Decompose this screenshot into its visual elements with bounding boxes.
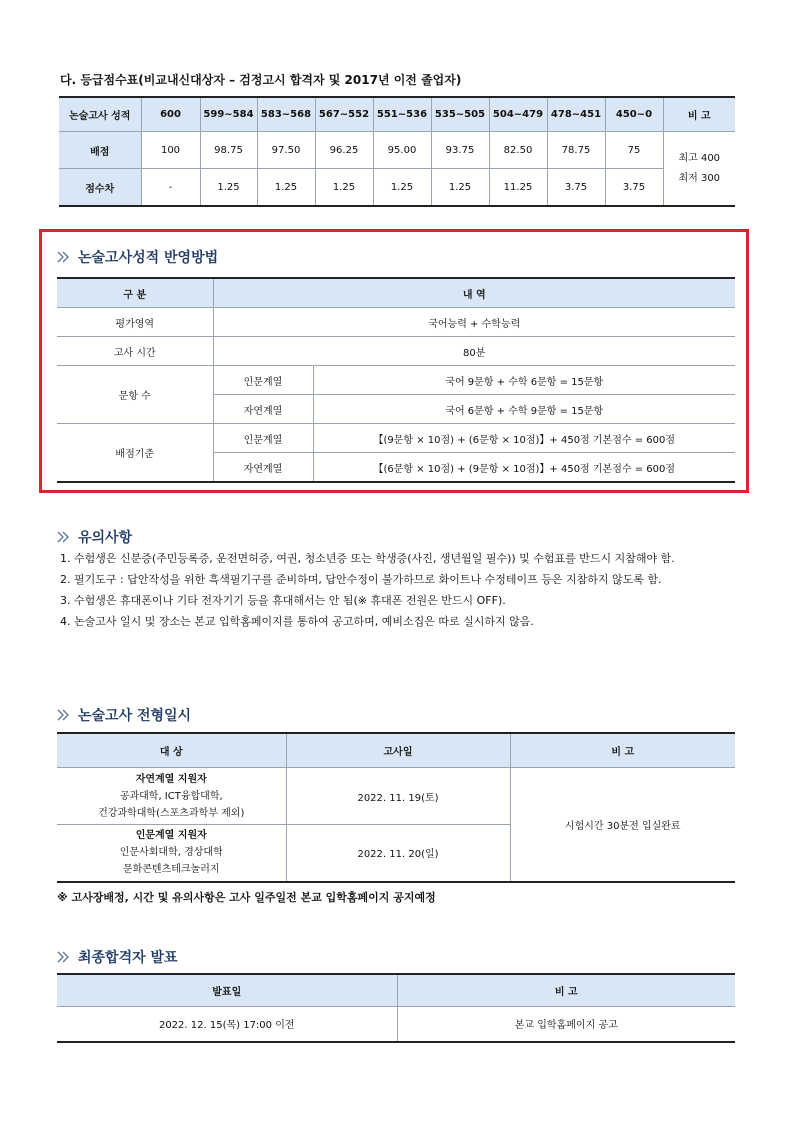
track-value: 국어 6문항 + 수학 9문항 = 15문항 — [313, 395, 735, 424]
schedule-section-title: 논술고사 전형일시 — [78, 708, 192, 724]
score-note-cell — [663, 132, 735, 207]
score-cell: 11.25 — [489, 169, 547, 207]
score-cell: 1.25 — [315, 169, 373, 207]
score-cell: 1.25 — [200, 169, 257, 207]
list-item — [60, 548, 750, 569]
score-header-cell: 567~552 — [315, 97, 373, 132]
score-note-min: 최저 300 — [678, 172, 721, 184]
method-header-content: 내 역 — [213, 278, 735, 308]
notes-list — [60, 548, 750, 632]
schedule-footnote: ※ 고사장배정, 시간 및 유의사항은 고사 일주일전 본교 입학홈페이지 공지예정 — [57, 891, 436, 904]
score-row-points — [59, 132, 735, 169]
list-item — [60, 590, 750, 611]
list-item — [60, 611, 750, 632]
track-label: 인문계열 — [213, 366, 313, 395]
score-header-cell: 535~505 — [431, 97, 489, 132]
list-item-text: 수험생은 신분증(주민등록증, 운전면허증, 여권, 청소년증 또는 학생증(사진, 생년월일 필수)) 및 수험표를 반드시 지참해야 함. — [74, 552, 675, 565]
method-time-value: 80분 — [213, 337, 735, 366]
method-header-row — [57, 278, 735, 308]
method-area-label: 평가영역 — [57, 308, 213, 337]
schedule-header-note: 비 고 — [510, 733, 735, 768]
score-header-row — [59, 97, 735, 132]
score-cell: 1.25 — [257, 169, 315, 207]
score-cell: 1.25 — [373, 169, 431, 207]
schedule-date-cell: 2022. 11. 20(일) — [286, 825, 510, 882]
score-cell: 3.75 — [547, 169, 605, 207]
score-cell: 78.75 — [547, 132, 605, 169]
group-line: 문화콘텐츠테크놀러지 — [122, 864, 220, 876]
score-cell: - — [141, 169, 200, 207]
method-row-area — [57, 308, 735, 337]
schedule-header-row — [57, 733, 735, 768]
schedule-target-cell — [57, 825, 286, 882]
score-cell: 100 — [141, 132, 200, 169]
final-table — [57, 973, 735, 1043]
group-line: 건강과학대학(스포츠과학부 제외) — [98, 807, 245, 819]
score-cell: 75 — [605, 132, 663, 169]
schedule-row-science — [57, 768, 735, 825]
score-header-cell: 600 — [141, 97, 200, 132]
list-item-text: 논술고사 일시 및 장소는 본교 입학홈페이지를 통하여 공고하며, 예비소집은 따로 실시하지 않음. — [74, 615, 534, 628]
track-value: 국어 9문항 + 수학 6문항 = 15문항 — [313, 366, 735, 395]
method-header-category: 구 분 — [57, 278, 213, 308]
schedule-date-cell: 2022. 11. 19(토) — [286, 768, 510, 825]
method-table — [57, 277, 735, 483]
method-section-title: 논술고사성적 반영방법 — [78, 250, 219, 266]
list-item-number: 1. — [60, 552, 71, 565]
list-item-number: 3. — [60, 594, 71, 607]
score-header-cell: 583~568 — [257, 97, 315, 132]
schedule-header-target: 대 상 — [57, 733, 286, 768]
final-row — [57, 1007, 735, 1042]
list-item-text: 수험생은 휴대폰이나 기타 전자기기 등을 휴대해서는 안 됨(※ 휴대폰 전원은 반드시 OFF). — [74, 594, 506, 607]
score-header-cell: 478~451 — [547, 97, 605, 132]
double-chevron-icon — [57, 709, 72, 721]
list-item-text: 필기도구 : 답안작성을 위한 흑색필기구를 준비하며, 답안수정이 불가하므로 화이트나 수정테이프 등은 지참하지 않도록 함. — [74, 573, 662, 586]
final-header-row — [57, 974, 735, 1007]
score-header-cell: 504~479 — [489, 97, 547, 132]
track-value: 【(6문항 × 10점) + (9문항 × 10점)】+ 450점 기본점수 = 600점 — [313, 453, 735, 483]
score-note-max: 최고 400 — [678, 152, 721, 164]
score-table — [59, 96, 735, 207]
track-label: 인문계열 — [213, 424, 313, 453]
schedule-table — [57, 732, 735, 883]
double-chevron-icon — [57, 951, 72, 963]
list-item-number: 4. — [60, 615, 71, 628]
method-row-count-humanities — [57, 366, 735, 395]
schedule-target-cell — [57, 768, 286, 825]
method-row-time — [57, 337, 735, 366]
score-section-title: 다. 등급점수표(비교내신대상자 – 검정고시 합격자 및 2017년 이전 졸업자) — [60, 73, 462, 87]
notes-section-heading — [57, 527, 132, 547]
score-cell: 95.00 — [373, 132, 431, 169]
final-section-heading — [57, 947, 178, 967]
method-time-label: 고사 시간 — [57, 337, 213, 366]
row-label: 점수차 — [59, 169, 141, 207]
final-note-cell: 본교 입학홈페이지 공고 — [397, 1007, 735, 1042]
list-item-number: 2. — [60, 573, 71, 586]
score-header-cell: 599~584 — [200, 97, 257, 132]
score-header-cell: 551~536 — [373, 97, 431, 132]
score-row-diff — [59, 169, 735, 207]
method-scoring-label: 배점기준 — [57, 424, 213, 483]
final-header-date: 발표일 — [57, 974, 397, 1007]
group-line: 공과대학, ICT융합대학, — [119, 790, 223, 802]
score-header-cell: 450~0 — [605, 97, 663, 132]
track-label: 자연계열 — [213, 453, 313, 483]
score-header-cell: 비 고 — [663, 97, 735, 132]
score-cell: 96.25 — [315, 132, 373, 169]
method-section-heading — [57, 247, 218, 267]
row-label: 배점 — [59, 132, 141, 169]
score-cell: 1.25 — [431, 169, 489, 207]
method-row-scoring-humanities — [57, 424, 735, 453]
method-area-value: 국어능력 + 수학능력 — [213, 308, 735, 337]
group-name: 인문계열 지원자 — [135, 830, 207, 842]
final-section-title: 최종합격자 발표 — [78, 950, 178, 966]
score-cell: 97.50 — [257, 132, 315, 169]
method-count-label: 문항 수 — [57, 366, 213, 424]
final-date-cell: 2022. 12. 15(목) 17:00 이전 — [57, 1007, 397, 1042]
double-chevron-icon — [57, 531, 72, 543]
notes-section-title: 유의사항 — [78, 530, 133, 546]
schedule-header-date: 고사일 — [286, 733, 510, 768]
score-cell: 93.75 — [431, 132, 489, 169]
score-header-cell: 논술고사 성적 — [59, 97, 141, 132]
schedule-section-heading — [57, 705, 191, 725]
track-label: 자연계열 — [213, 395, 313, 424]
double-chevron-icon — [57, 251, 72, 263]
score-cell: 82.50 — [489, 132, 547, 169]
group-line: 인문사회대학, 경상대학 — [119, 847, 223, 859]
score-cell: 3.75 — [605, 169, 663, 207]
group-name: 자연계열 지원자 — [135, 773, 207, 785]
score-cell: 98.75 — [200, 132, 257, 169]
schedule-note-cell: 시험시간 30분전 입실완료 — [510, 768, 735, 882]
final-header-note: 비 고 — [397, 974, 735, 1007]
list-item — [60, 569, 750, 590]
track-value: 【(9문항 × 10점) + (6문항 × 10점)】+ 450점 기본점수 = 600점 — [313, 424, 735, 453]
